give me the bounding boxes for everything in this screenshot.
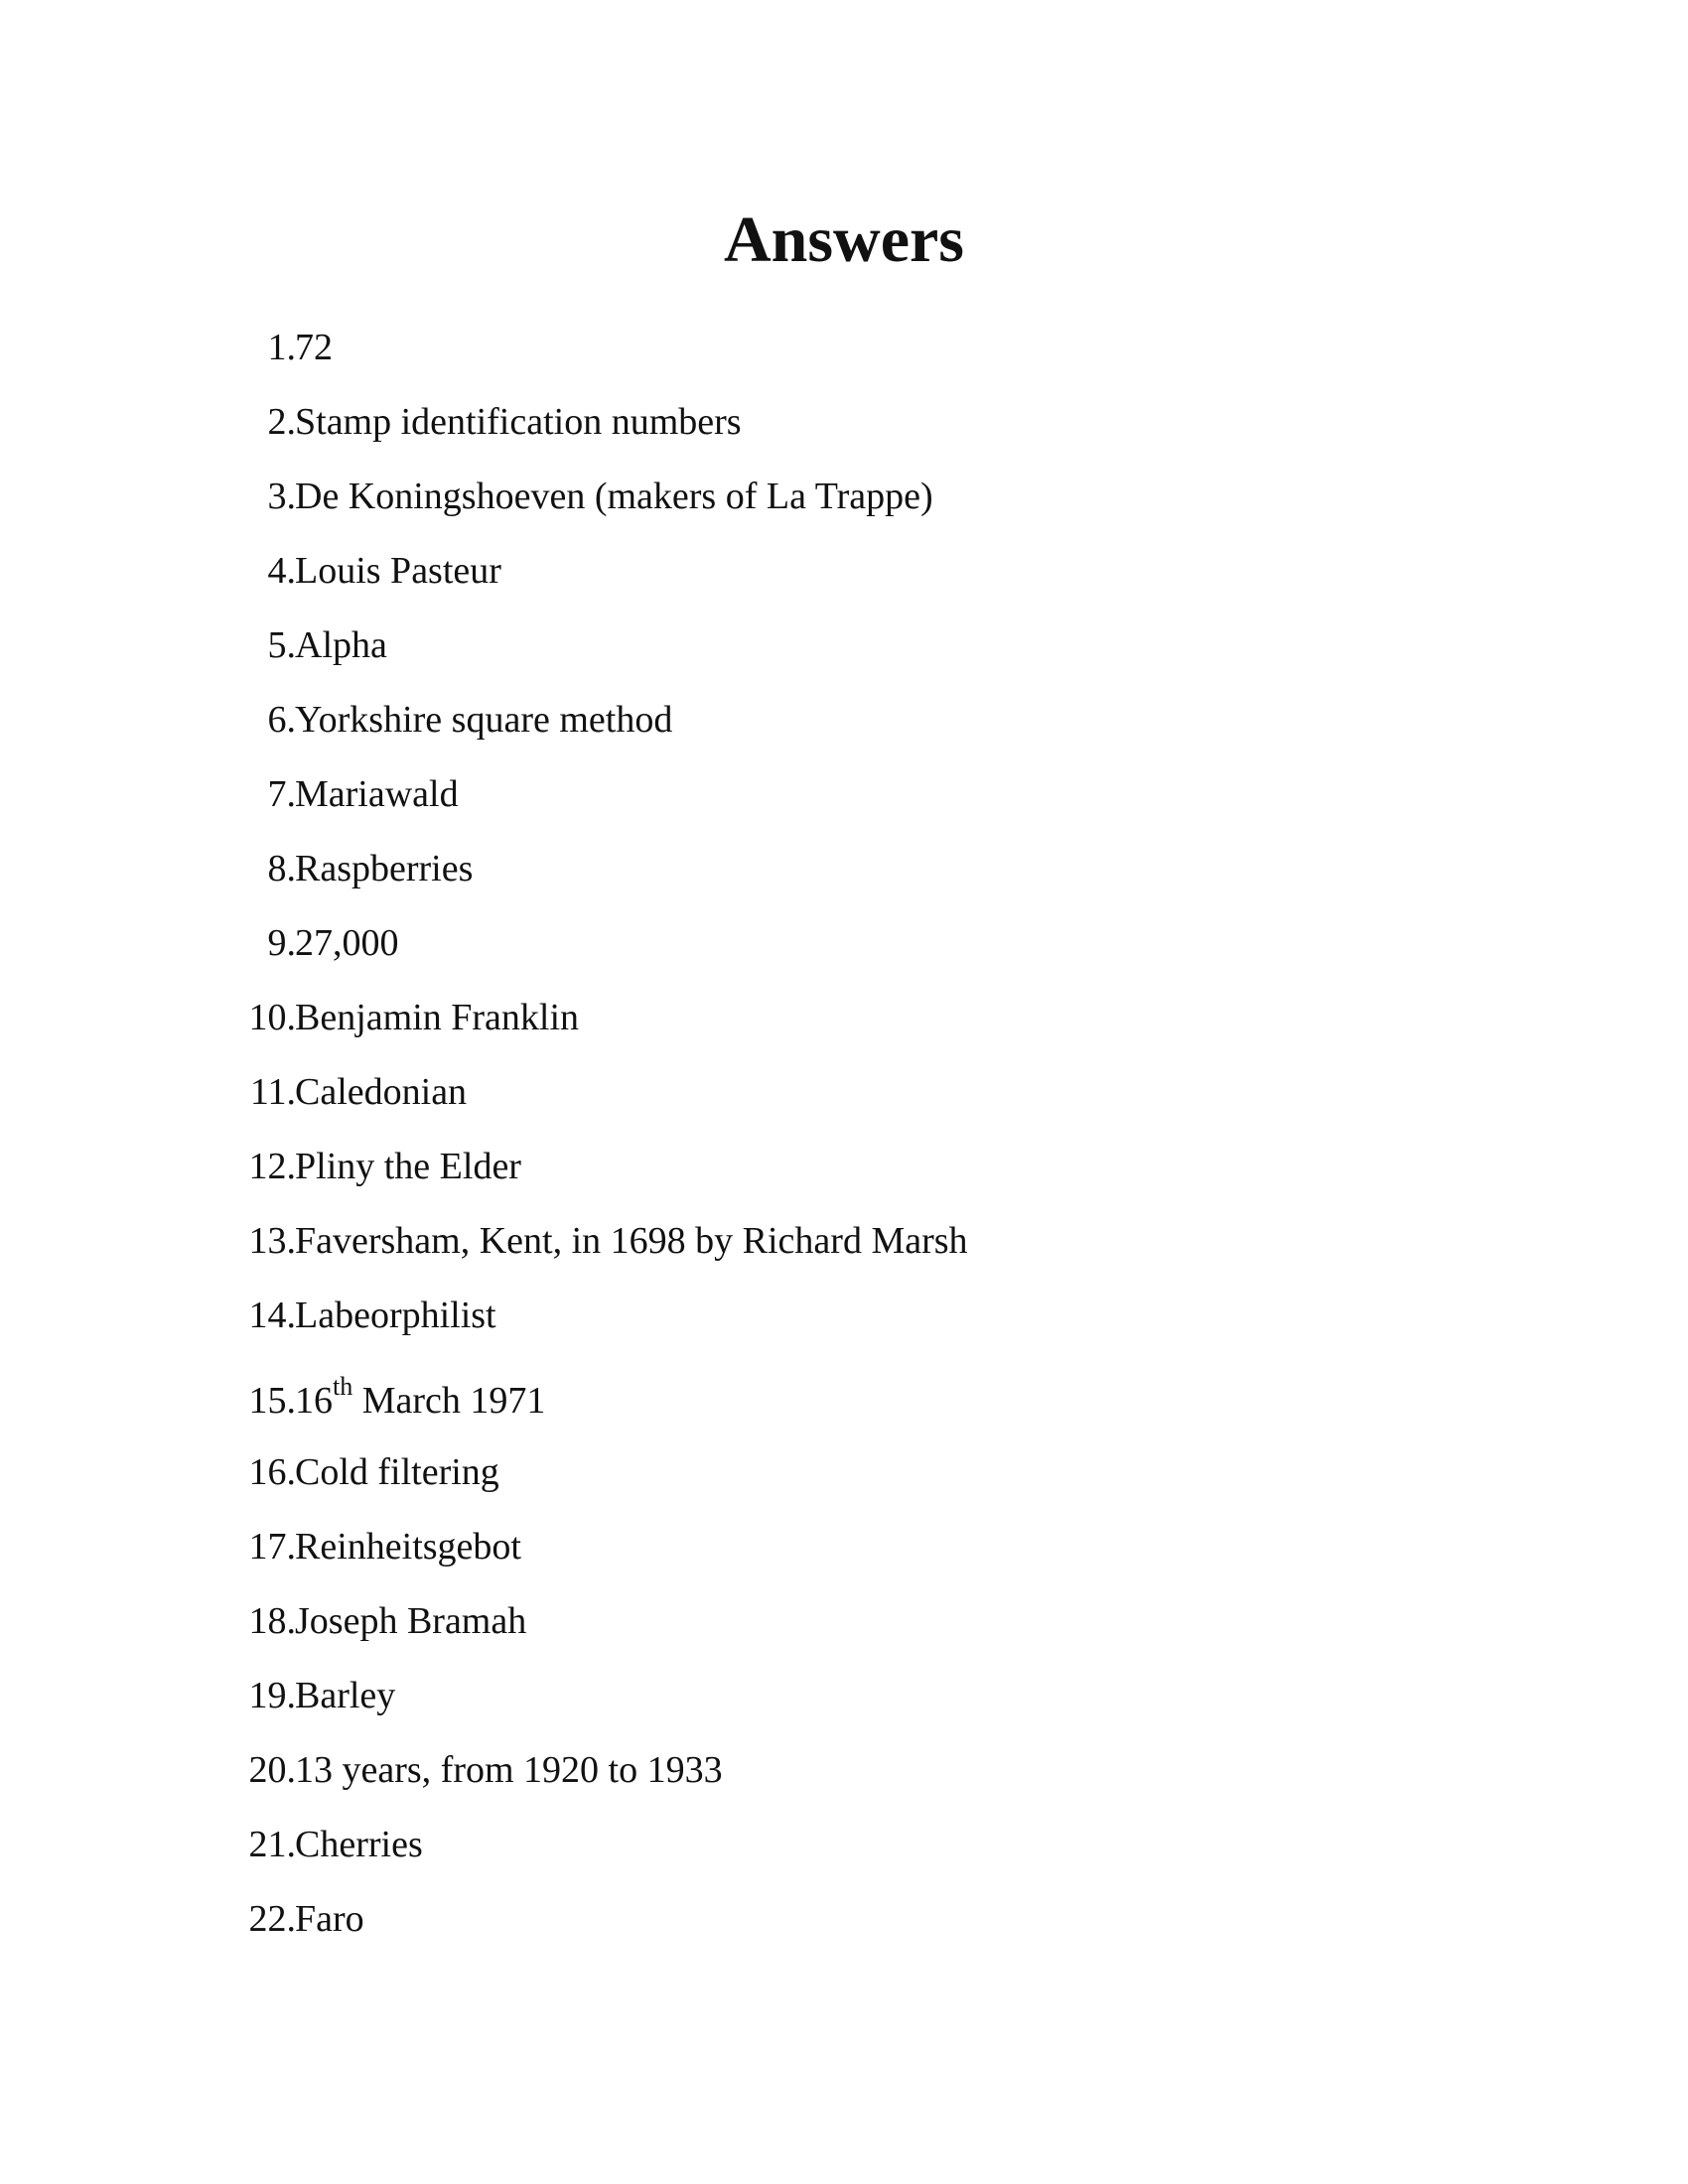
answer-text: Yorkshire square method — [295, 699, 673, 741]
answer-number: 10. — [248, 997, 296, 1038]
answer-text: 13 years, from 1920 to 1933 — [295, 1749, 723, 1791]
answer-item-11 — [0, 1058, 1688, 1133]
answer-text: Faro — [295, 1898, 364, 1940]
answer-text: Benjamin Franklin — [295, 997, 580, 1038]
answer-number: 6. — [267, 699, 296, 741]
answer-number: 8. — [267, 848, 296, 889]
answer-item-19 — [0, 1662, 1688, 1736]
answer-number: 17. — [248, 1526, 296, 1568]
answer-number: 7. — [267, 773, 296, 815]
answer-item-2 — [0, 388, 1688, 463]
answer-text: Barley — [295, 1675, 396, 1716]
answer-item-20 — [0, 1736, 1688, 1811]
answer-number: 3. — [267, 476, 296, 517]
page-title: Answers — [724, 204, 964, 276]
answer-text-date: March 1971 — [352, 1380, 546, 1422]
answer-item-5 — [0, 612, 1688, 686]
answer-item-9 — [0, 909, 1688, 984]
answer-item-13 — [0, 1207, 1688, 1282]
answer-item-7 — [0, 760, 1688, 835]
answer-number: 20. — [248, 1749, 296, 1791]
answer-item-4 — [0, 537, 1688, 612]
answer-number: 16. — [248, 1451, 296, 1493]
answer-text: Stamp identification numbers — [295, 401, 742, 443]
answer-text: Pliny the Elder — [295, 1146, 521, 1187]
answer-text — [295, 1356, 545, 1445]
answer-text: De Koningshoeven (makers of La Trappe) — [295, 476, 933, 517]
answer-item-10 — [0, 984, 1688, 1058]
ordinal-suffix: th — [333, 1372, 353, 1402]
answer-text: Labeorphilist — [295, 1295, 496, 1336]
answer-number: 15. — [248, 1380, 296, 1422]
answer-text: Raspberries — [295, 848, 474, 889]
answer-number: 21. — [248, 1824, 296, 1865]
answer-item-17 — [0, 1513, 1688, 1587]
answer-text: Reinheitsgebot — [295, 1526, 521, 1568]
answer-number: 19. — [248, 1675, 296, 1716]
answer-item-1 — [0, 314, 1688, 388]
answer-text: Caledonian — [295, 1071, 468, 1113]
answer-text: 72 — [295, 327, 333, 368]
answer-item-15 — [0, 1356, 1688, 1438]
answer-number: 12. — [248, 1146, 296, 1187]
answer-item-16 — [0, 1438, 1688, 1513]
answer-text: 27,000 — [295, 922, 399, 964]
answer-text: Cherries — [295, 1824, 423, 1865]
answer-number: 1. — [267, 327, 296, 368]
answer-text: Alpha — [295, 624, 387, 666]
answer-number: 5. — [267, 624, 296, 666]
answer-item-8 — [0, 835, 1688, 909]
answer-number: 14. — [248, 1295, 296, 1336]
answer-text-day: 16 — [295, 1380, 333, 1422]
answer-number: 11. — [249, 1071, 296, 1113]
answer-item-3 — [0, 463, 1688, 537]
answer-text: Joseph Bramah — [295, 1600, 527, 1642]
answer-text: Mariawald — [295, 773, 459, 815]
answer-item-21 — [0, 1811, 1688, 1885]
answer-item-12 — [0, 1133, 1688, 1207]
answer-number: 18. — [248, 1600, 296, 1642]
answer-list — [0, 314, 1688, 1960]
answer-number: 4. — [267, 550, 296, 592]
answer-number: 13. — [248, 1220, 296, 1262]
answer-text: Louis Pasteur — [295, 550, 501, 592]
answer-item-22 — [0, 1885, 1688, 1960]
answer-text: Cold filtering — [295, 1451, 499, 1493]
answer-number: 22. — [248, 1898, 296, 1940]
answer-item-14 — [0, 1282, 1688, 1356]
answer-item-6 — [0, 686, 1688, 760]
answer-number: 9. — [267, 922, 296, 964]
answer-item-18 — [0, 1587, 1688, 1662]
answer-number: 2. — [267, 401, 296, 443]
answer-text: Faversham, Kent, in 1698 by Richard Marsh — [295, 1220, 968, 1262]
